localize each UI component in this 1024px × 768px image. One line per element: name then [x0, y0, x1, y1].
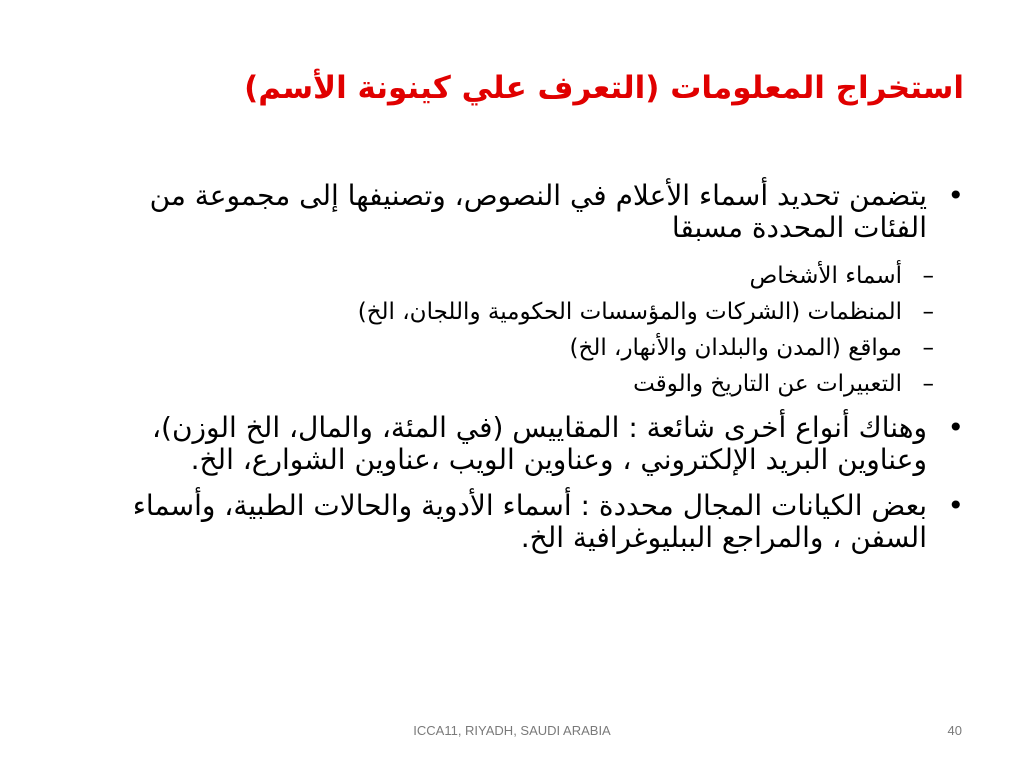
bullet-item-2: [120, 412, 964, 476]
sub-bullet-list: [120, 258, 964, 402]
bullet-marker: •: [947, 411, 964, 444]
sub-bullet-marker: –: [922, 335, 934, 361]
page-number: 40: [947, 723, 962, 738]
sub-bullet-text: أسماء الأشخاص: [749, 263, 902, 289]
bullet-text: بعض الكيانات المجال محددة : أسماء الأدوية والحالات الطبية، وأسماء السفن ، والمراجع الببليوغرافية الخ.: [132, 489, 927, 554]
bullet-marker: •: [947, 179, 964, 212]
sub-bullet-marker: –: [922, 299, 934, 325]
slide-body: [120, 180, 964, 568]
bullet-text: يتضمن تحديد أسماء الأعلام في النصوص، وتصنيفها إلى مجموعة من الفئات المحددة مسبقا: [149, 179, 927, 244]
bullet-item-3: [120, 490, 964, 554]
sub-bullet-marker: –: [922, 371, 934, 397]
slide-footer: ICCA11, RIYADH, SAUDI ARABIA: [413, 723, 611, 738]
sub-bullet-item-3: [120, 330, 934, 366]
bullet-item-1: [120, 180, 964, 244]
bullet-marker: •: [947, 489, 964, 522]
sub-bullet-item-2: [120, 294, 934, 330]
sub-bullet-item-1: [120, 258, 934, 294]
slide-title: استخراج المعلومات (التعرف علي كينونة الأسم): [244, 70, 964, 106]
sub-bullet-text: التعبيرات عن التاريخ والوقت: [633, 371, 902, 397]
sub-bullet-item-4: [120, 366, 934, 402]
sub-bullet-marker: –: [922, 263, 934, 289]
sub-bullet-text: المنظمات (الشركات والمؤسسات الحكومية واللجان، الخ): [357, 299, 902, 325]
sub-bullet-text: مواقع (المدن والبلدان والأنهار، الخ): [569, 335, 902, 361]
bullet-text: وهناك أنواع أخرى شائعة : المقاييس (في المئة، والمال، الخ الوزن)، وعناوين البريد الإلكتروني ، وعناوين الويب ،عناوين الشوارع، الخ.: [152, 411, 927, 476]
